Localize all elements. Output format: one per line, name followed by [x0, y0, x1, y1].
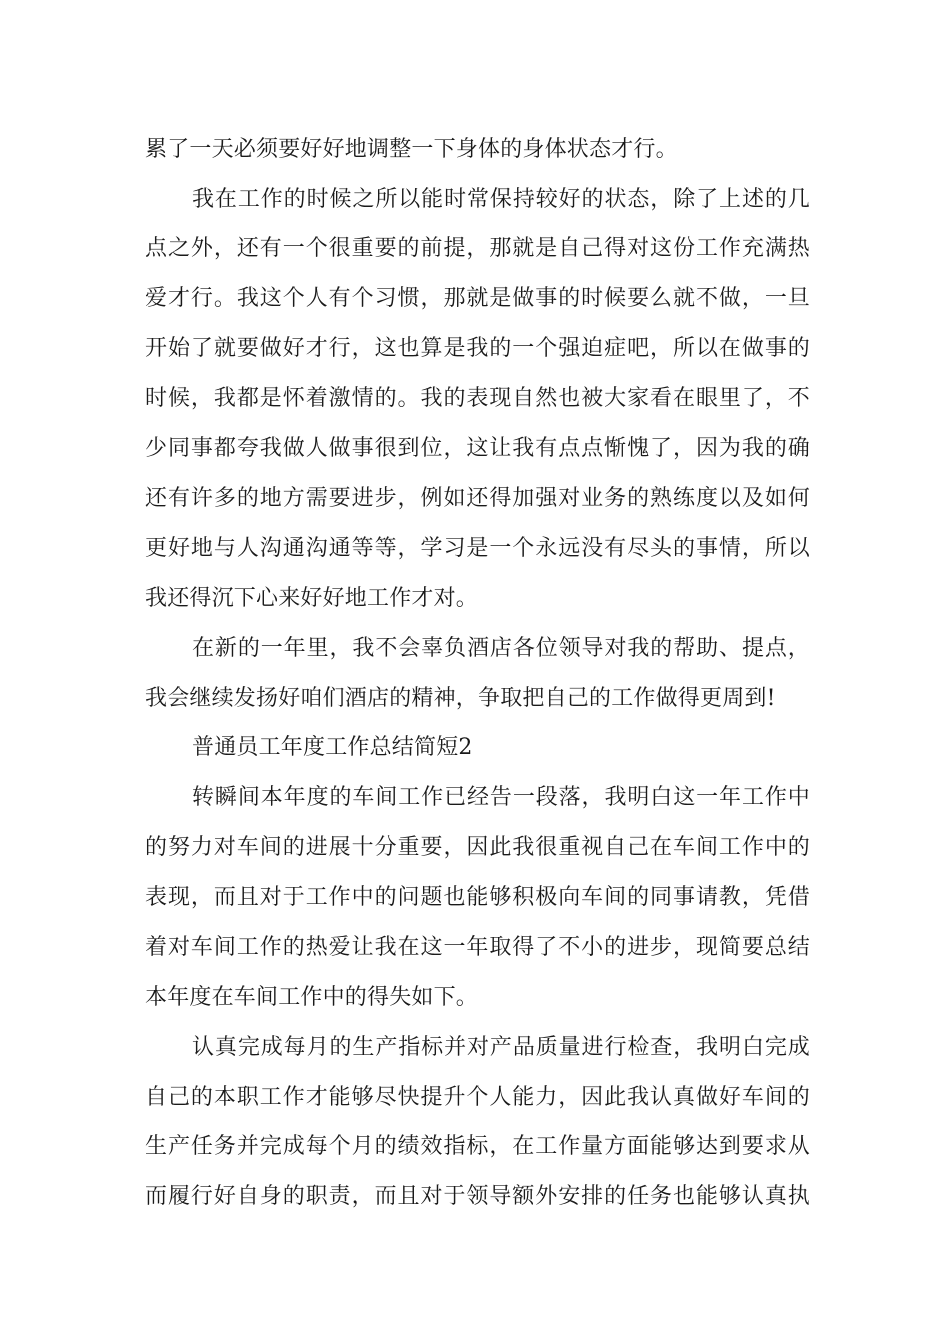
paragraph-line: 自己的本职工作才能够尽快提升个人能力，因此我认真做好车间的 — [145, 1085, 810, 1110]
paragraph-line: 开始了就要做好才行，这也算是我的一个强迫症吧，所以在做事的 — [145, 336, 810, 361]
paragraph-line: 的努力对车间的进展十分重要，因此我很重视自己在车间工作中的 — [145, 835, 810, 860]
paragraph-line: 而履行好自身的职责，而且对于领导额外安排的任务也能够认真执 — [145, 1184, 810, 1209]
paragraph-line: 表现，而且对于工作中的问题也能够积极向车间的同事请教，凭借 — [145, 885, 810, 910]
paragraph-line: 我在工作的时候之所以能时常保持较好的状态，除了上述的几 — [192, 187, 810, 212]
paragraph-line: 爱才行。我这个人有个习惯，那就是做事的时候要么就不做，一旦 — [145, 286, 810, 311]
paragraph-line: 本年度在车间工作中的得失如下。 — [145, 985, 479, 1010]
paragraph-line: 累了一天必须要好好地调整一下身体的身体状态才行。 — [145, 137, 678, 162]
paragraph-line: 在新的一年里，我不会辜负酒店各位领导对我的帮助、提点， — [192, 636, 810, 661]
paragraph-line: 我会继续发扬好咱们酒店的精神，争取把自己的工作做得更周到! — [145, 686, 776, 711]
paragraph-line: 着对车间工作的热爱让我在这一年取得了不小的进步，现简要总结 — [145, 935, 810, 960]
paragraph-line: 点之外，还有一个很重要的前提，那就是自己得对这份工作充满热 — [145, 236, 810, 261]
paragraph-line: 认真完成每月的生产指标并对产品质量进行检查，我明白完成 — [192, 1035, 810, 1060]
paragraph-line: 我还得沉下心来好好地工作才对。 — [145, 586, 479, 611]
paragraph-line: 还有许多的地方需要进步，例如还得加强对业务的熟练度以及如何 — [145, 486, 810, 511]
paragraph-line: 生产任务并完成每个月的绩效指标，在工作量方面能够达到要求从 — [145, 1134, 810, 1159]
paragraph-line: 少同事都夸我做人做事很到位，这让我有点点惭愧了，因为我的确 — [145, 436, 810, 461]
section-heading: 普通员工年度工作总结简短2 — [192, 735, 473, 760]
paragraph-line: 时候，我都是怀着激情的。我的表现自然也被大家看在眼里了，不 — [145, 386, 810, 411]
paragraph-line: 更好地与人沟通沟通等等，学习是一个永远没有尽头的事情，所以 — [145, 536, 810, 561]
paragraph-line: 转瞬间本年度的车间工作已经告一段落，我明白这一年工作中 — [192, 785, 810, 810]
